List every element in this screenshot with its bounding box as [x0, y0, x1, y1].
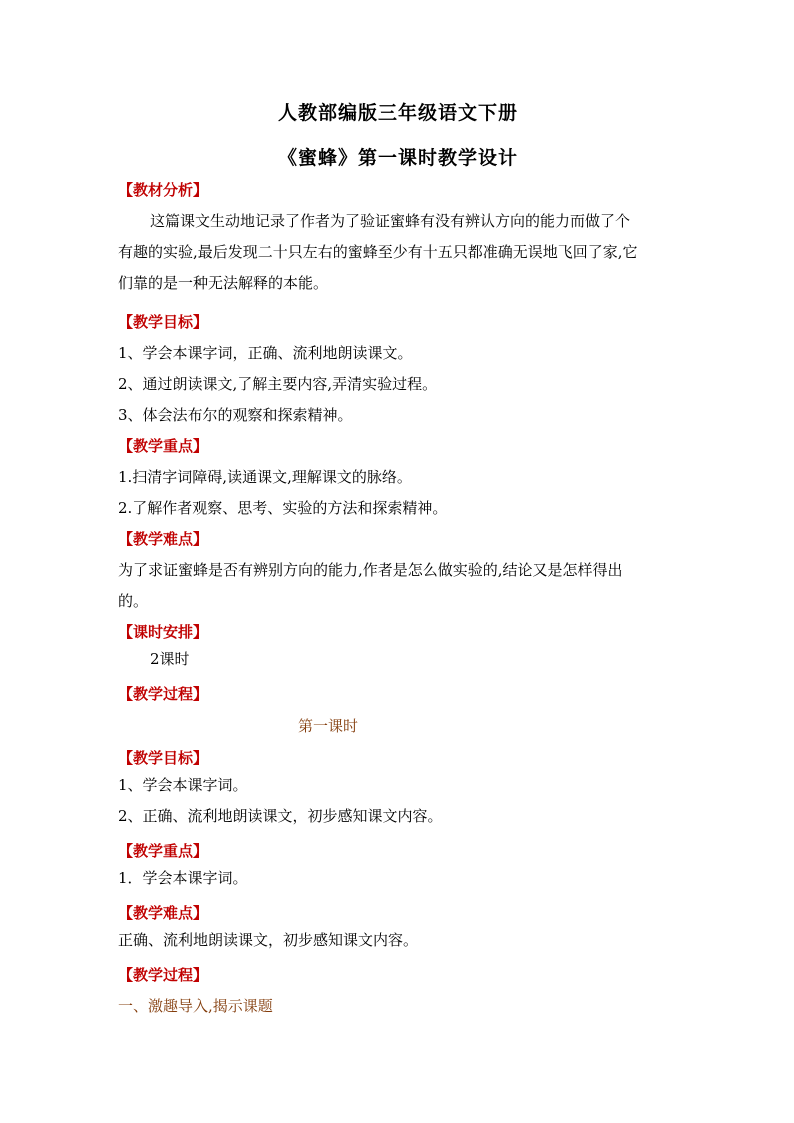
heading-lesson-goals: 【教学目标】 — [118, 749, 209, 767]
heading-difficulties: 【教学难点】 — [118, 530, 209, 548]
document-title: 人教部编版三年级语文下册 — [277, 102, 518, 124]
lesson-goal-item-2: 2、正确、流利地朗读课文，初步感知课文内容。 — [118, 807, 443, 825]
heading-key-points: 【教学重点】 — [118, 437, 209, 455]
schedule-value: 2课时 — [150, 650, 190, 668]
difficulty-line-2: 的。 — [118, 592, 149, 610]
goal-item-1: 1、学会本课字词，正确、流利地朗读课文。 — [118, 344, 413, 362]
difficulty-line-1: 为了求证蜜蜂是否有辨别方向的能力,作者是怎么做实验的,结论又是怎样得出 — [118, 561, 623, 579]
heading-process: 【教学过程】 — [118, 685, 209, 703]
lesson-difficulty-1: 正确、流利地朗读课文，初步感知课文内容。 — [118, 931, 419, 949]
heading-schedule: 【课时安排】 — [118, 623, 209, 641]
goal-item-2: 2、通过朗读课文,了解主要内容,弄清实验过程。 — [118, 375, 438, 393]
key-point-1: 1.扫清字词障碍,读通课文,理解课文的脉络。 — [118, 468, 412, 486]
process-step-1: 一、激趣导入,揭示课题 — [118, 997, 273, 1015]
lesson-key-point-1: 1．学会本课字词。 — [118, 869, 248, 887]
heading-lesson-difficulties: 【教学难点】 — [118, 904, 209, 922]
document-subtitle: 《蜜蜂》第一课时教学设计 — [277, 147, 518, 169]
goal-item-3: 3、体会法布尔的观察和探索精神。 — [118, 406, 353, 424]
document-page — [118, 0, 678, 1123]
lesson-goal-item-1: 1、学会本课字词。 — [118, 776, 248, 794]
material-paragraph-line-1: 这篇课文生动地记录了作者为了验证蜜蜂有没有辨认方向的能力而做了个 — [150, 212, 631, 230]
key-point-2: 2.了解作者观察、思考、实验的方法和探索精神。 — [118, 499, 448, 517]
heading-lesson-process: 【教学过程】 — [118, 966, 209, 984]
material-paragraph-line-3: 们靠的是一种无法解释的本能。 — [118, 274, 329, 292]
heading-lesson-key-points: 【教学重点】 — [118, 842, 209, 860]
heading-teaching-goals: 【教学目标】 — [118, 313, 209, 331]
heading-material-analysis: 【教材分析】 — [118, 181, 209, 199]
lesson-one-label: 第一课时 — [297, 717, 358, 735]
material-paragraph-line-2: 有趣的实验,最后发现二十只左右的蜜蜂至少有十五只都准确无误地飞回了家,它 — [118, 243, 638, 261]
